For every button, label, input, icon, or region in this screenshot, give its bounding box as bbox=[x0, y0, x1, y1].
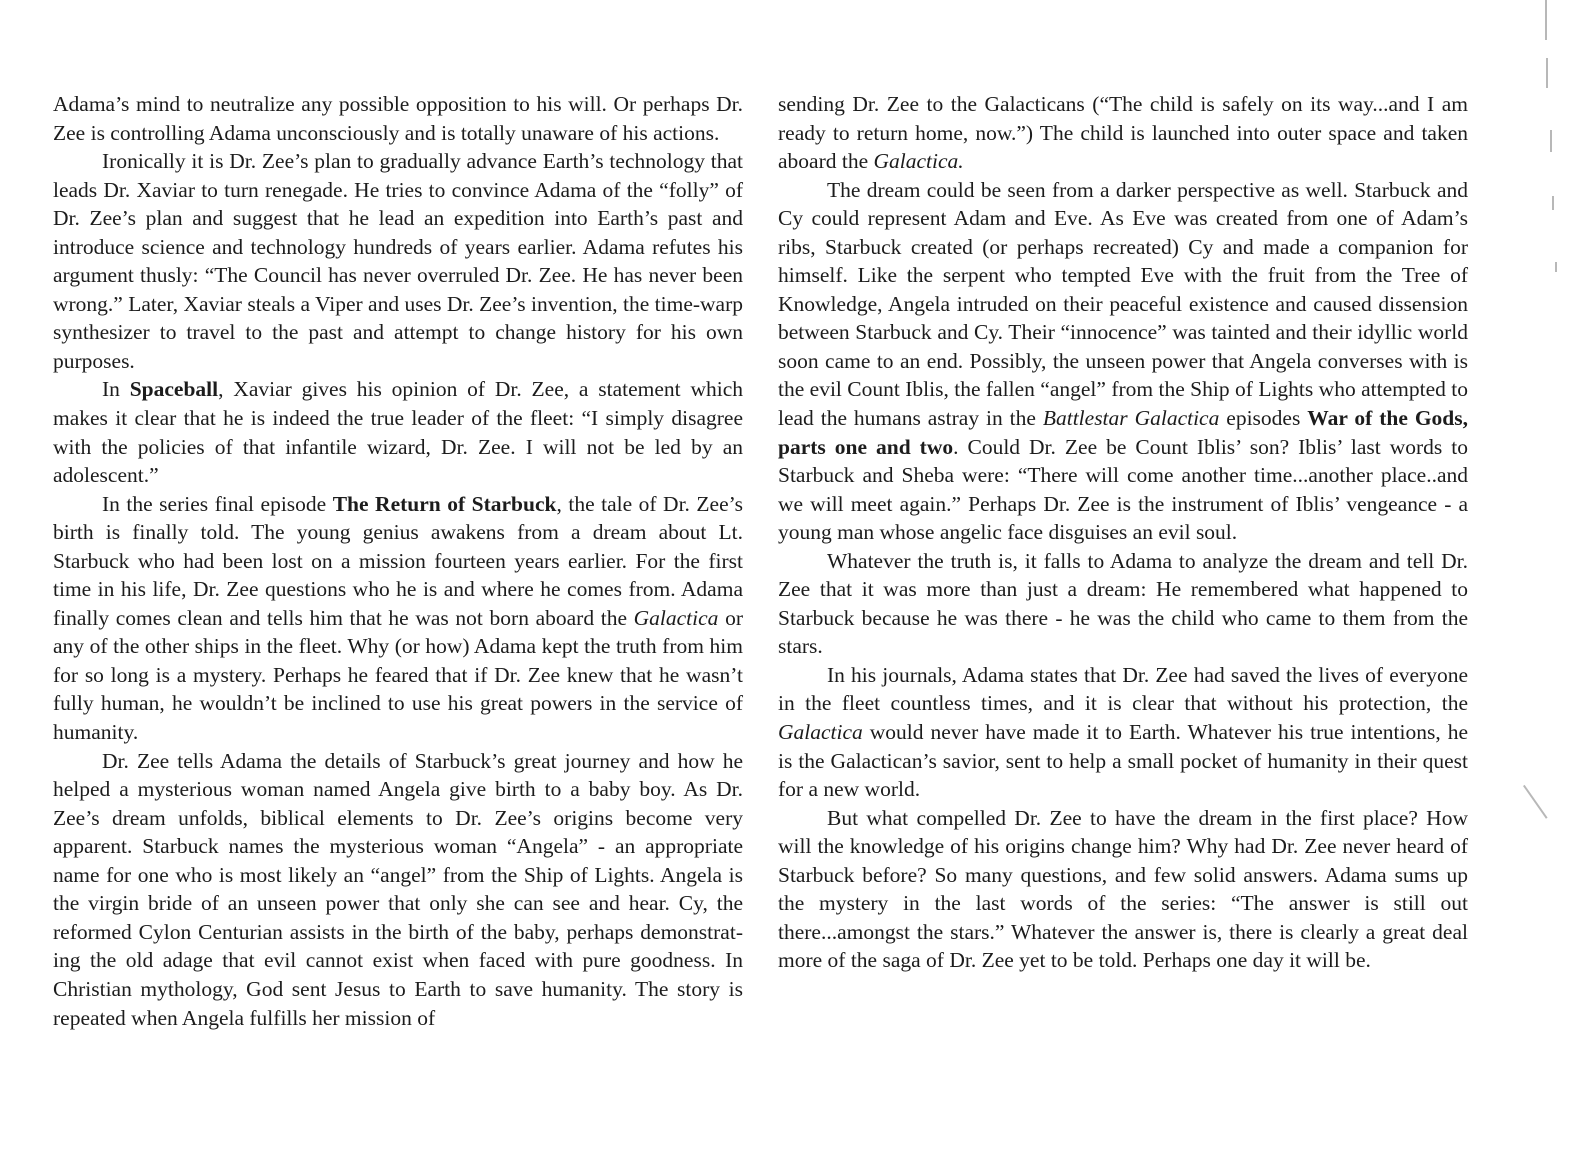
paragraph: But what compelled Dr. Zee to have the dream in the first place? How will the knowledge of his origins change him? Why had Dr. Zee never heard of Starbuck before? So many questions, and few solid answers. Adama sums up the mystery in the last words of the series: “The answer is still out there...amongst the stars.” Whatever the answer is, there is clearly a great deal more of the saga of Dr. Zee yet to be told. Perhaps one day it will be. bbox=[778, 805, 1468, 973]
scan-artifact bbox=[1555, 262, 1557, 272]
scan-artifact bbox=[1523, 785, 1548, 819]
scan-artifact bbox=[1545, 0, 1547, 40]
paragraph bbox=[778, 661, 1468, 804]
text-run: , the tale of Dr. Zee’s birth is finally told. The young genius awakens from a dream about Lt. Starbuck who had been lost on a mission fourteen years earlier. For the first time in his life, Dr. Zee questions who he is and where he comes from. Adama finally comes clean and tells him that he was not born aboard the bbox=[53, 491, 743, 630]
paragraph: Ironically it is Dr. Zee’s plan to gradually advance Earth’s technology that leads Dr. Xaviar to turn renegade. He tries to convince Adama of the “folly” of Dr. Zee’s plan and suggest that he lead an expedition into Earth’s past and introduce science and technology hundreds of years earlier. Adama refutes his argument thusly: “The Council has never overruled Dr. Zee. He has never been wrong.” Later, Xaviar steals a Viper and uses Dr. Zee’s invention, the time-warp synthesizer to travel to the past and attempt to change history for his own purposes. bbox=[53, 149, 744, 373]
episode-title: War of the Gods, parts one and two bbox=[778, 406, 1468, 459]
scan-artifact bbox=[1546, 58, 1548, 88]
ship-name: Galactica. bbox=[873, 149, 964, 174]
paragraph: Whatever the truth is, it falls to Adama to analyze the dream and tell Dr. Zee that it was more than just a dream: He remembered what happened to Starbuck because he was there - he was the child who came to them from the stars. bbox=[778, 548, 1468, 659]
text-run: , Xaviar gives his opinion of Dr. Zee, a statement which makes it clear that he is indeed the true leader of the fleet: “I simply disagree with the policies of that infantile wizard, Dr. Zee. I will not be led by an adolescent.” bbox=[53, 377, 743, 488]
paragraph bbox=[53, 375, 743, 489]
text-run: episodes bbox=[1219, 406, 1308, 431]
left-text-column bbox=[53, 90, 743, 1032]
paragraph bbox=[53, 490, 743, 747]
text-run: . Could Dr. Zee be Count Iblis’ son? Iblis’ last words to Starbuck and Sheba were: “There will come another time...another place..and we will meet again.” Perhaps Dr. Zee is the instrument of Iblis’ vengeance - a young man whose angelic face disguises an evil soul. bbox=[778, 434, 1468, 545]
ship-name: Galactica bbox=[778, 720, 863, 745]
paragraph: Dr. Zee tells Adama the details of Starbuck’s great journey and how he helped a mysterious woman named Angela give birth to a baby boy. As Dr. Zee’s dream unfolds, biblical elements to Dr. Zee’s origins become very apparent. Starbuck names the mysterious woman “Angela” - an appropriate name for one who is most likely an “angel” from the Ship of Lights. Angela is the virgin bride of an unseen power that only she can see and hear. Cy, the reformed Cylon Centurian assists in the birth of the baby, perhaps demonstrating the old adage that evil cannot exist when faced with pure goodness. In Christian mythology, God sent Jesus to Earth to save humanity. The story is repeated when Angela fulfills her mission of bbox=[53, 748, 743, 1030]
text-run: In bbox=[102, 377, 130, 402]
episode-title: The Return of Starbuck bbox=[332, 491, 557, 516]
text-run: sending Dr. Zee to the Galacticans (“The child is safely on its way...and I am ready to return home, now.”) The child is launched into outer space and taken aboard the bbox=[778, 92, 1468, 174]
text-run: In the series final episode bbox=[102, 491, 333, 516]
paragraph bbox=[778, 90, 1468, 176]
text-run: In his journals, Adama states that Dr. Zee had saved the lives of everyone in the fleet countless times, and it is clear that without his protection, the bbox=[778, 662, 1468, 716]
scan-artifact bbox=[1552, 196, 1554, 210]
series-name: Battlestar Galactica bbox=[1042, 406, 1220, 431]
text-run: The dream could be seen from a darker perspective as well. Starbuck and Cy could represent Adam and Eve. As Eve was created from one of Adam’s ribs, Starbuck created (or perhaps recreated) Cy and made a companion for himself. Like the serpent who tempted Eve with the fruit from the Tree of Knowledge, Angela intruded on their peaceful existence and caused dissension between Starbuck and Cy. Their “innocence” was tainted and their idyllic world soon came to an end. Possibly, the unseen power that Angela converses with is the evil Count Iblis, the fallen “angel” from the Ship of Lights who attempted to lead the humans astray in the bbox=[778, 177, 1468, 431]
paragraph: Adama’s mind to neutralize any possible opposition to his will. Or perhaps Dr. Zee is controlling Adama unconsciously and is totally unaware of his actions. bbox=[53, 92, 743, 145]
episode-title: Spaceball bbox=[129, 377, 219, 402]
text-run: would never have made it to Earth. Whatever his true intentions, he is the Galactican’s savior, sent to help a small pocket of humanity in their quest for a new world. bbox=[778, 720, 1468, 802]
right-text-column bbox=[778, 90, 1468, 975]
text-run: or any of the other ships in the fleet. Why (or how) Adama kept the truth from him for so long is a mystery. Perhaps he feared that if Dr. Zee knew that he wasn’t fully human, he wouldn’t be inclined to use his great powers in the service of humanity. bbox=[53, 605, 743, 745]
ship-name: Galactica bbox=[633, 605, 719, 630]
paragraph bbox=[778, 176, 1468, 547]
scan-artifact bbox=[1550, 130, 1552, 152]
